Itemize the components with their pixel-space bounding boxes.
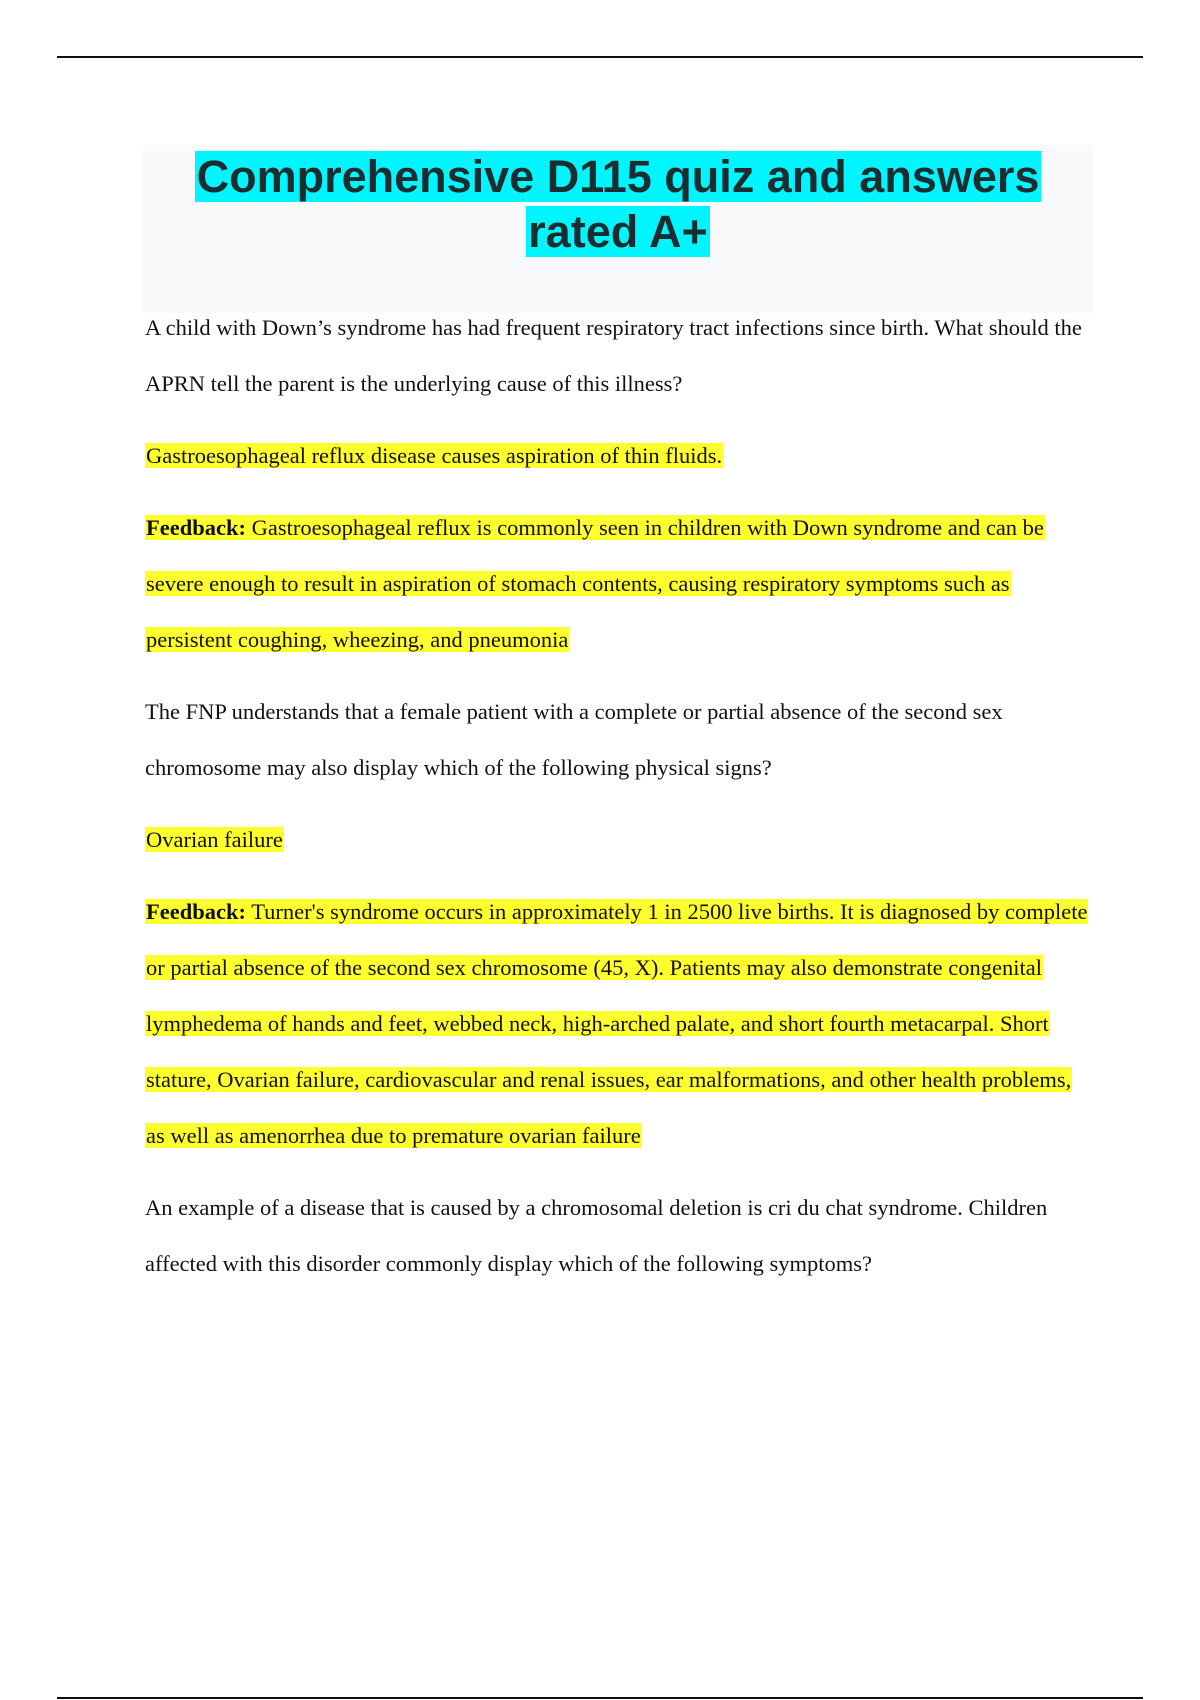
feedback-text: Turner's syndrome occurs in approximately 1 in 2500 live births. It is diagnosed by complete or partial absence of the second sex chromosome (45, X). Patients may also demonstrate congenital lymphedema of hands and feet, webbed neck, high-arched palate, and short fourth metacarpal. Short stature, Ovarian failure, cardiovascular and renal issues, ear malformations, and other health problems, as well as amenorrhea due to premature ovarian failure — [146, 899, 1088, 1148]
question-2: The FNP understands that a female patient with a complete or partial absence of the second sex chromosome may also display which of the following physical signs? — [145, 699, 1003, 780]
answer-2: Ovarian failure — [146, 827, 283, 852]
question-3: An example of a disease that is caused by a chromosomal deletion is cri du chat syndrome. Children affected with this disorder commonly display which of the following symptoms? — [145, 1195, 1048, 1276]
page-title-line-2: rated A+ — [528, 206, 708, 257]
document-body — [145, 300, 1095, 1308]
feedback-label: Feedback: — [146, 899, 246, 924]
feedback-text: Gastroesophageal reflux is commonly seen in children with Down syndrome and can be severe enough to result in aspiration of stomach contents, causing respiratory symptoms such as persistent coughing, wheezing, and pneumonia — [146, 515, 1044, 652]
top-rule — [57, 56, 1143, 58]
page-title-line-1: Comprehensive D115 quiz and answers — [196, 151, 1040, 202]
feedback-1 — [145, 500, 1095, 668]
feedback-label: Feedback: — [146, 515, 246, 540]
answer-1: Gastroesophageal reflux disease causes aspiration of thin fluids. — [146, 443, 723, 468]
title-block — [143, 145, 1093, 313]
bottom-rule — [57, 1697, 1143, 1699]
feedback-2 — [145, 884, 1095, 1164]
question-1: A child with Down’s syndrome has had frequent respiratory tract infections since birth. What should the APRN tell the parent is the underlying cause of this illness? — [145, 315, 1082, 396]
